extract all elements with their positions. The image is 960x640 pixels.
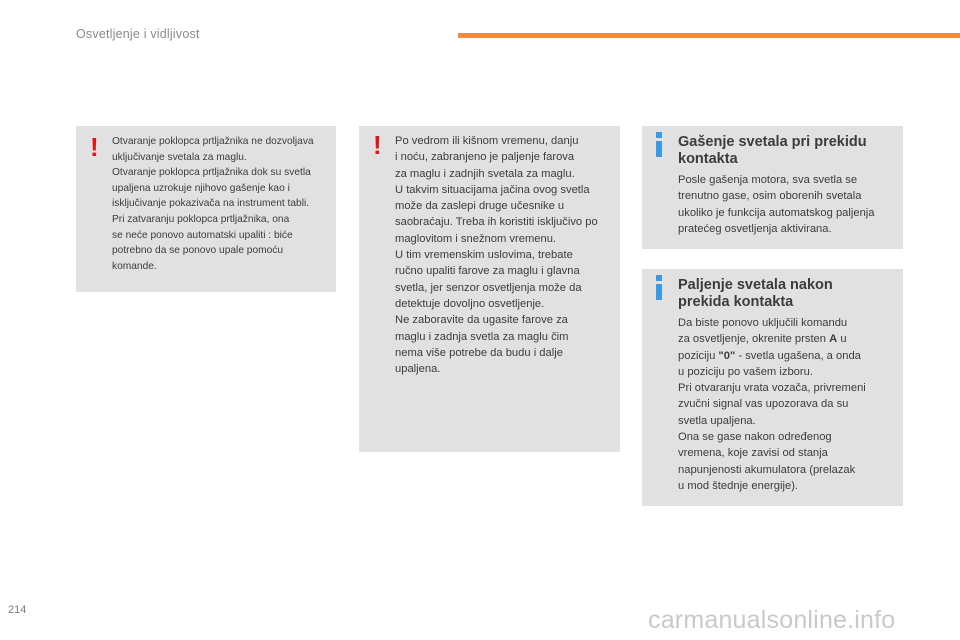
text-line: Posle gašenja motora, sva svetla se [678,174,858,186]
info-icon [654,132,664,159]
text-line: upaljena. [395,363,441,376]
text-line: isključivanje pokazivača na instrument tabli. [112,198,310,210]
ring-label: A [829,333,838,346]
warning-text [395,133,617,377]
info-box-lights-off [642,126,903,249]
info-icon [654,275,664,302]
text-line: u poziciju po vašem izboru. [678,365,813,378]
info-box-lights-on [642,269,903,506]
text-line: maglu i zadnja svetla za maglu čim [395,330,569,343]
heading-line: kontakta [678,150,738,167]
text-line: ručno upaliti farove za maglu i glavna [395,265,580,278]
text-line: ukoliko je funkcija automatskog paljenja [678,206,875,219]
warning-exclamation-icon: ! [90,132,99,162]
text-line: svetla, jer senzor osvetljenja može da [395,281,582,294]
text-line: Otvaranje poklopca prtljažnika dok su svetla [112,167,311,179]
text-line: U takvim situacijama jačina ovog svetla [395,183,590,196]
watermark: carmanualsonline.info [648,606,896,634]
text-line: pratećeg osvetljenja aktivirana. [678,222,832,235]
text-line: napunjenosti akumulatora (prelazak [678,463,856,476]
header-accent-bar [458,33,960,38]
text-line: saobraćaju. Treba ih koristiti isključivo po [395,216,598,229]
info-text [678,172,900,237]
text-line: u mod štednje energije). [678,479,799,492]
text-line: vremena, koje zavisi od stanja [678,447,828,460]
text-line: Otvaranje poklopca prtljažnika ne dozvoljava [112,136,314,147]
text-line: detektuje dovoljno osvetljenje. [395,297,545,310]
heading-line: prekida kontakta [678,293,794,310]
page-section-title: Osvetljenje i vidljivost [76,27,200,41]
heading-line: Paljenje svetala nakon [678,277,833,293]
text-line: Pri otvaranju vrata vozača, privremeni [678,382,866,395]
warning-box-fog-lights [359,126,620,452]
warning-text [112,134,332,274]
text-line: Ona se gase nakon određenog [678,431,832,444]
section-heading [678,277,900,310]
text-line: Ne zaboravite da ugasite farove za [395,314,568,327]
text-line: Pri zatvaranju poklopca prtljažnika, ona [112,213,290,225]
text-line: svetla upaljena. [678,414,756,427]
info-text [678,315,900,494]
text-line: i noću, zabranjeno je paljenje farova [395,151,575,164]
page-number: 214 [8,604,27,616]
text-line: Da biste ponovo uključili komandu [678,317,848,329]
text-line: komande. [112,260,157,272]
text-line: Po vedrom ili kišnom vremenu, danju [395,135,579,147]
text-line: može da zaslepi druge učesnike u [395,200,565,213]
text-line: upaljena uzrokuje njihovo gašenje kao i [112,182,290,194]
text-line: poziciju "0" - svetla ugašena, a onda [678,349,861,362]
position-label: "0" [718,349,736,362]
text-line: za osvetljenje, okrenite prsten A u [678,333,847,346]
section-heading [678,134,900,167]
text-line: maglovitom i snežnom vremenu. [395,232,557,245]
text-line: za maglu i zadnjih svetala za maglu. [395,167,575,180]
text-line: se neće ponovo automatski upaliti : biće [112,229,293,241]
heading-line: Gašenje svetala pri prekidu [678,134,867,150]
text-line: zvučni signal vas upozorava da su [678,398,849,411]
text-line: potrebno da se ponovo upale pomoću [112,245,284,257]
warning-exclamation-icon: ! [373,130,382,160]
text-line: U tim vremenskim uslovima, trebate [395,249,573,262]
warning-box-trunk [76,126,336,292]
text-line: trenutno gase, osim oborenih svetala [678,190,862,203]
text-line: nema više potrebe da budu i dalje [395,346,563,359]
text-line: uključivanje svetala za maglu. [112,151,247,163]
